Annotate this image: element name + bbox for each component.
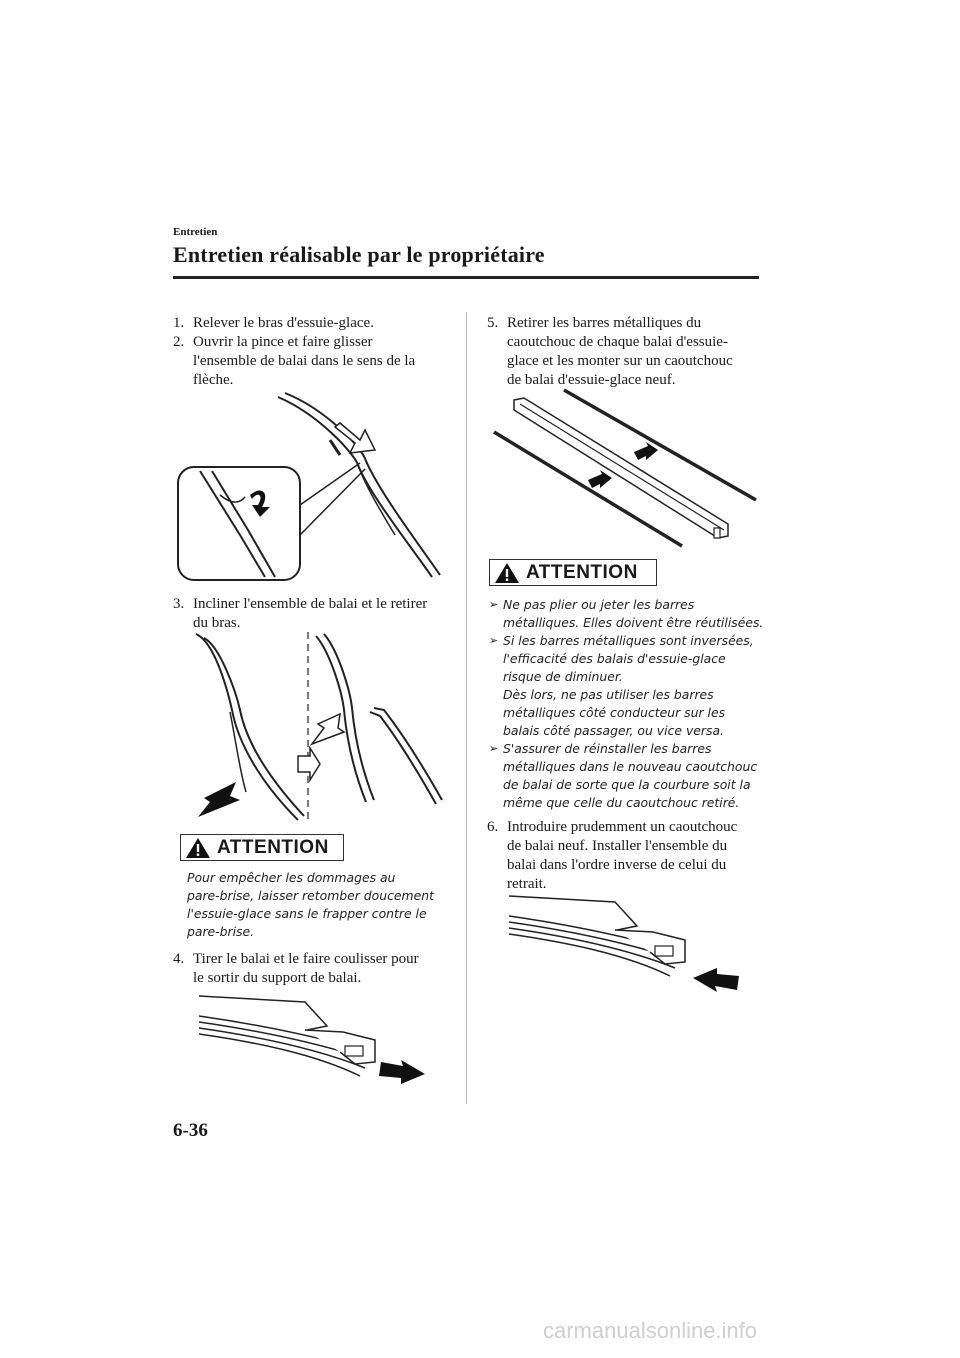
attention-body-right xyxy=(489,596,764,812)
warning-icon xyxy=(494,562,520,584)
chevron-right-icon: ➢ xyxy=(489,634,499,647)
step-2: 2. Ouvrir la pince et faire glisser l'ensemble de balai dans le sens de la flèche. xyxy=(173,334,416,388)
step-1: 1. Relever le bras d'essuie-glace. xyxy=(173,315,374,331)
page-number: 6-36 xyxy=(173,1120,208,1141)
metal-bars-figure xyxy=(488,388,763,553)
blade-slide-out-figure xyxy=(195,990,435,1090)
attention-body-left: Pour empêcher les dommages au pare-brise, laisser retomber doucement l'essuie-glace sans le frapper contre le pare-brise. xyxy=(187,870,434,939)
wiper-arm-clip-figure xyxy=(170,385,460,585)
step-5: 5. Retirer les barres métalliques du caoutchouc de chaque balai d'essuie- glace et les monter sur un caoutchouc de balai d'essuie-glace neuf. xyxy=(487,315,733,388)
attention-banner-left: ATTENTION xyxy=(180,834,344,861)
watermark-url: carmanualsonline.info xyxy=(543,1318,758,1343)
attention-bullet: ➢ S'assurer de réinstaller les barres métalliques dans le nouveau caoutchouc de balai de sorte que la courbure soit la même que celle du caoutchouc retiré. xyxy=(489,741,758,810)
wiper-tilt-remove-figure xyxy=(190,632,460,822)
chevron-right-icon: ➢ xyxy=(489,598,499,611)
attention-bullet: ➢ Ne pas plier ou jeter les barres métalliques. Elles doivent être réutilisées. xyxy=(489,597,764,630)
page-title: Entretien réalisable par le propriétaire xyxy=(173,242,545,267)
header-rule xyxy=(173,276,759,279)
column-divider xyxy=(466,312,467,1104)
chevron-right-icon: ➢ xyxy=(489,742,499,755)
step-3: 3. Incliner l'ensemble de balai et le retirer du bras. xyxy=(173,596,428,631)
step-4: 4. Tirer le balai et le faire coulisser pour le sortir du support de balai. xyxy=(173,951,419,986)
attention-bullet: ➢ Si les barres métalliques sont inversées, l'efficacité des balais d'essuie-glace risque de diminuer. Dès lors, ne pas utiliser les barres métalliques côté conducteur sur les balais côté passager, ou vice versa. xyxy=(489,633,754,738)
attention-banner-right: ATTENTION xyxy=(489,559,657,586)
warning-icon xyxy=(185,837,211,859)
blade-install-figure xyxy=(505,888,745,1003)
section-label: Entretien xyxy=(173,226,218,238)
step-6: 6. Introduire prudemment un caoutchouc de balai neuf. Installer l'ensemble du balai dans l'ordre inverse de celui du retrait. xyxy=(487,819,738,892)
